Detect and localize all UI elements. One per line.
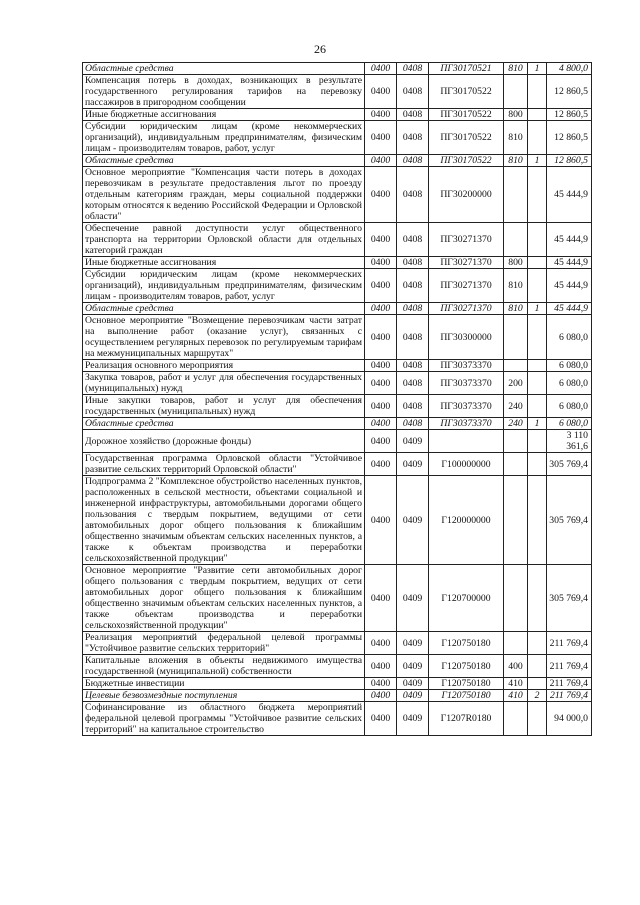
target-article-code: ПГ30271370 — [429, 223, 504, 257]
subsection-code: 0408 — [397, 63, 429, 75]
target-article-code: ПГ30170522 — [429, 155, 504, 167]
funding-source-code — [528, 75, 547, 109]
section-code: 0400 — [365, 223, 397, 257]
subsection-code: 0408 — [397, 155, 429, 167]
row-name: Бюджетные инвестиции — [83, 678, 365, 690]
row-name: Областные средства — [83, 63, 365, 75]
expense-type-code: 410 — [504, 678, 528, 690]
amount: 6 080,0 — [547, 360, 592, 372]
target-article-code — [429, 430, 504, 453]
subsection-code: 0409 — [397, 702, 429, 736]
expense-type-code: 810 — [504, 63, 528, 75]
amount: 94 000,0 — [547, 702, 592, 736]
subsection-code: 0409 — [397, 476, 429, 565]
funding-source-code — [528, 315, 547, 360]
expense-type-code: 810 — [504, 303, 528, 315]
expense-type-code — [504, 565, 528, 632]
table-row — [83, 372, 592, 395]
amount: 211 769,4 — [547, 655, 592, 678]
row-name: Основное мероприятие "Возмещение перевозчикам части затрат на выполнение работ (оказание услуг), связанных с осуществлением регулярных перевозок по регулируемым тарифам на межмуниципальных маршрутах" — [83, 315, 365, 360]
amount: 305 769,4 — [547, 565, 592, 632]
subsection-code: 0409 — [397, 655, 429, 678]
amount: 6 080,0 — [547, 395, 592, 418]
expense-type-code: 800 — [504, 257, 528, 269]
table-row — [83, 360, 592, 372]
row-name: Капитальные вложения в объекты недвижимого имущества государственной (муниципальной) собственности — [83, 655, 365, 678]
amount: 6 080,0 — [547, 315, 592, 360]
subsection-code: 0409 — [397, 565, 429, 632]
amount: 4 800,0 — [547, 63, 592, 75]
funding-source-code — [528, 702, 547, 736]
subsection-code: 0408 — [397, 121, 429, 155]
section-code: 0400 — [365, 690, 397, 702]
row-name: Основное мероприятие "Компенсация части потерь в доходах перевозчикам в результате предоставления льгот по проезду отдельным категориям граждан, меры социальной поддержки которым относятся к ведению Российской Федерации и Орловской области" — [83, 167, 365, 223]
target-article-code: ПГ30271370 — [429, 257, 504, 269]
page-number: 26 — [314, 42, 326, 56]
subsection-code: 0409 — [397, 690, 429, 702]
expense-type-code — [504, 453, 528, 476]
target-article-code: Г120000000 — [429, 476, 504, 565]
section-code: 0400 — [365, 395, 397, 418]
table-row — [83, 655, 592, 678]
expense-type-code — [504, 223, 528, 257]
subsection-code: 0408 — [397, 109, 429, 121]
amount: 45 444,9 — [547, 269, 592, 303]
expense-type-code: 400 — [504, 655, 528, 678]
funding-source-code — [528, 121, 547, 155]
section-code: 0400 — [365, 453, 397, 476]
target-article-code: ПГ30170522 — [429, 121, 504, 155]
funding-source-code — [528, 395, 547, 418]
funding-source-code — [528, 678, 547, 690]
expense-type-code — [504, 476, 528, 565]
expense-type-code — [504, 702, 528, 736]
subsection-code: 0409 — [397, 632, 429, 655]
row-name: Иные бюджетные ассигнования — [83, 257, 365, 269]
section-code: 0400 — [365, 702, 397, 736]
expense-type-code — [504, 430, 528, 453]
expense-type-code — [504, 167, 528, 223]
expense-type-code: 200 — [504, 372, 528, 395]
amount: 211 769,4 — [547, 678, 592, 690]
amount: 45 444,9 — [547, 223, 592, 257]
row-name: Подпрограмма 2 "Комплексное обустройство населенных пунктов, расположенных в сельской местности, объектами социальной и инженерной инфраструктуры, автомобильными дорогами общего пользования с твердым покрытием, ведущими от сети автомобильных дорог общего пользования к ближайшим общественно значимым объектам сельских населенных пунктов, а также к объектам производства и переработки сельскохозяйственной продукции" — [83, 476, 365, 565]
funding-source-code: 2 — [528, 690, 547, 702]
section-code: 0400 — [365, 430, 397, 453]
subsection-code: 0409 — [397, 430, 429, 453]
row-name: Обеспечение равной доступности услуг общественного транспорта на территории Орловской области для отдельных категорий граждан — [83, 223, 365, 257]
funding-source-code — [528, 257, 547, 269]
section-code: 0400 — [365, 678, 397, 690]
budget-table — [82, 62, 592, 736]
table-row — [83, 632, 592, 655]
row-name: Основное мероприятие "Развитие сети автомобильных дорог общего пользования с твердым покрытием, ведущих от сети автомобильных дорог общего пользования к ближайшим общественно значимым объектам сельских населенных пунктов, а также объектам производства и переработки сельскохозяйственной продукции" — [83, 565, 365, 632]
target-article-code: Г120700000 — [429, 565, 504, 632]
amount: 305 769,4 — [547, 453, 592, 476]
amount: 6 080,0 — [547, 418, 592, 430]
table-row — [83, 678, 592, 690]
subsection-code: 0408 — [397, 315, 429, 360]
subsection-code: 0408 — [397, 269, 429, 303]
table-row — [83, 155, 592, 167]
funding-source-code — [528, 269, 547, 303]
subsection-code: 0408 — [397, 223, 429, 257]
subsection-code: 0409 — [397, 453, 429, 476]
table-row — [83, 223, 592, 257]
table-row — [83, 418, 592, 430]
section-code: 0400 — [365, 372, 397, 395]
target-article-code: ПГ30271370 — [429, 303, 504, 315]
funding-source-code: 1 — [528, 418, 547, 430]
subsection-code: 0408 — [397, 418, 429, 430]
funding-source-code — [528, 565, 547, 632]
section-code: 0400 — [365, 63, 397, 75]
table-row — [83, 121, 592, 155]
target-article-code: Г120750180 — [429, 632, 504, 655]
section-code: 0400 — [365, 109, 397, 121]
section-code: 0400 — [365, 476, 397, 565]
table-row — [83, 565, 592, 632]
funding-source-code — [528, 476, 547, 565]
table-row — [83, 430, 592, 453]
target-article-code: Г120750180 — [429, 678, 504, 690]
table-row — [83, 303, 592, 315]
funding-source-code: 1 — [528, 303, 547, 315]
row-name: Областные средства — [83, 303, 365, 315]
row-name: Реализация мероприятий федеральной целевой программы "Устойчивое развитие сельских территорий" — [83, 632, 365, 655]
section-code: 0400 — [365, 257, 397, 269]
section-code: 0400 — [365, 315, 397, 360]
target-article-code: ПГ30373370 — [429, 360, 504, 372]
table-row — [83, 315, 592, 360]
row-name: Субсидии юридическим лицам (кроме некоммерческих организаций), индивидуальным предпринимателям, физическим лицам - производителям товаров, работ, услуг — [83, 269, 365, 303]
table-row — [83, 453, 592, 476]
funding-source-code — [528, 360, 547, 372]
row-name: Областные средства — [83, 155, 365, 167]
expense-type-code: 810 — [504, 155, 528, 167]
amount: 211 769,4 — [547, 690, 592, 702]
row-name: Государственная программа Орловской области "Устойчивое развитие сельских территорий Орловской области" — [83, 453, 365, 476]
table-row — [83, 690, 592, 702]
subsection-code: 0408 — [397, 395, 429, 418]
target-article-code: ПГ30373370 — [429, 395, 504, 418]
table-row — [83, 109, 592, 121]
table-row — [83, 75, 592, 109]
row-name: Иные бюджетные ассигнования — [83, 109, 365, 121]
expense-type-code — [504, 75, 528, 109]
target-article-code: ПГ30271370 — [429, 269, 504, 303]
subsection-code: 0408 — [397, 303, 429, 315]
row-name: Реализация основного мероприятия — [83, 360, 365, 372]
expense-type-code: 410 — [504, 690, 528, 702]
row-name: Дорожное хозяйство (дорожные фонды) — [83, 430, 365, 453]
section-code: 0400 — [365, 303, 397, 315]
funding-source-code: 1 — [528, 155, 547, 167]
target-article-code: ПГ30373370 — [429, 372, 504, 395]
funding-source-code — [528, 453, 547, 476]
amount: 12 860,5 — [547, 75, 592, 109]
amount: 45 444,9 — [547, 167, 592, 223]
target-article-code: ПГ30170521 — [429, 63, 504, 75]
amount: 305 769,4 — [547, 476, 592, 565]
target-article-code: ПГ30170522 — [429, 109, 504, 121]
expense-type-code: 240 — [504, 395, 528, 418]
amount: 3 110 361,6 — [547, 430, 592, 453]
amount: 45 444,9 — [547, 303, 592, 315]
funding-source-code — [528, 109, 547, 121]
funding-source-code — [528, 430, 547, 453]
section-code: 0400 — [365, 75, 397, 109]
funding-source-code: 1 — [528, 63, 547, 75]
target-article-code: ПГ30200000 — [429, 167, 504, 223]
section-code: 0400 — [365, 655, 397, 678]
expense-type-code — [504, 360, 528, 372]
section-code: 0400 — [365, 269, 397, 303]
expense-type-code — [504, 315, 528, 360]
section-code: 0400 — [365, 565, 397, 632]
row-name: Областные средства — [83, 418, 365, 430]
expense-type-code: 810 — [504, 121, 528, 155]
row-name: Иные закупки товаров, работ и услуг для обеспечения государственных (муниципальных) нужд — [83, 395, 365, 418]
table-row — [83, 702, 592, 736]
amount: 12 860,5 — [547, 121, 592, 155]
subsection-code: 0408 — [397, 360, 429, 372]
row-name: Компенсация потерь в доходах, возникающих в результате государственного регулирования тарифов на перевозку пассажиров в пригородном сообщении — [83, 75, 365, 109]
funding-source-code — [528, 167, 547, 223]
expense-type-code: 240 — [504, 418, 528, 430]
subsection-code: 0408 — [397, 372, 429, 395]
table-body — [83, 63, 592, 736]
table-row — [83, 257, 592, 269]
amount: 45 444,9 — [547, 257, 592, 269]
funding-source-code — [528, 223, 547, 257]
amount: 211 769,4 — [547, 632, 592, 655]
subsection-code: 0408 — [397, 75, 429, 109]
row-name: Софинансирование из областного бюджета мероприятий федеральной целевой программы "Устойчивое развитие сельских территорий" на капитальное строительство — [83, 702, 365, 736]
expense-type-code — [504, 632, 528, 655]
expense-type-code: 800 — [504, 109, 528, 121]
table-row — [83, 63, 592, 75]
target-article-code: Г120750180 — [429, 690, 504, 702]
funding-source-code — [528, 632, 547, 655]
target-article-code: Г100000000 — [429, 453, 504, 476]
amount: 12 860,5 — [547, 109, 592, 121]
section-code: 0400 — [365, 418, 397, 430]
funding-source-code — [528, 372, 547, 395]
target-article-code: ПГ30300000 — [429, 315, 504, 360]
expense-type-code: 810 — [504, 269, 528, 303]
table-row — [83, 476, 592, 565]
subsection-code: 0409 — [397, 678, 429, 690]
section-code: 0400 — [365, 121, 397, 155]
funding-source-code — [528, 655, 547, 678]
amount: 12 860,5 — [547, 155, 592, 167]
row-name: Целевые безвозмездные поступления — [83, 690, 365, 702]
table-row — [83, 269, 592, 303]
target-article-code: Г1207R0180 — [429, 702, 504, 736]
section-code: 0400 — [365, 155, 397, 167]
subsection-code: 0408 — [397, 167, 429, 223]
section-code: 0400 — [365, 360, 397, 372]
table-row — [83, 167, 592, 223]
amount: 6 080,0 — [547, 372, 592, 395]
row-name: Закупка товаров, работ и услуг для обеспечения государственных (муниципальных) нужд — [83, 372, 365, 395]
target-article-code: Г120750180 — [429, 655, 504, 678]
table-row — [83, 395, 592, 418]
subsection-code: 0408 — [397, 257, 429, 269]
target-article-code: ПГ30170522 — [429, 75, 504, 109]
section-code: 0400 — [365, 632, 397, 655]
row-name: Субсидии юридическим лицам (кроме некоммерческих организаций), индивидуальным предпринимателям, физическим лицам - производителям товаров, работ, услуг — [83, 121, 365, 155]
section-code: 0400 — [365, 167, 397, 223]
target-article-code: ПГ30373370 — [429, 418, 504, 430]
